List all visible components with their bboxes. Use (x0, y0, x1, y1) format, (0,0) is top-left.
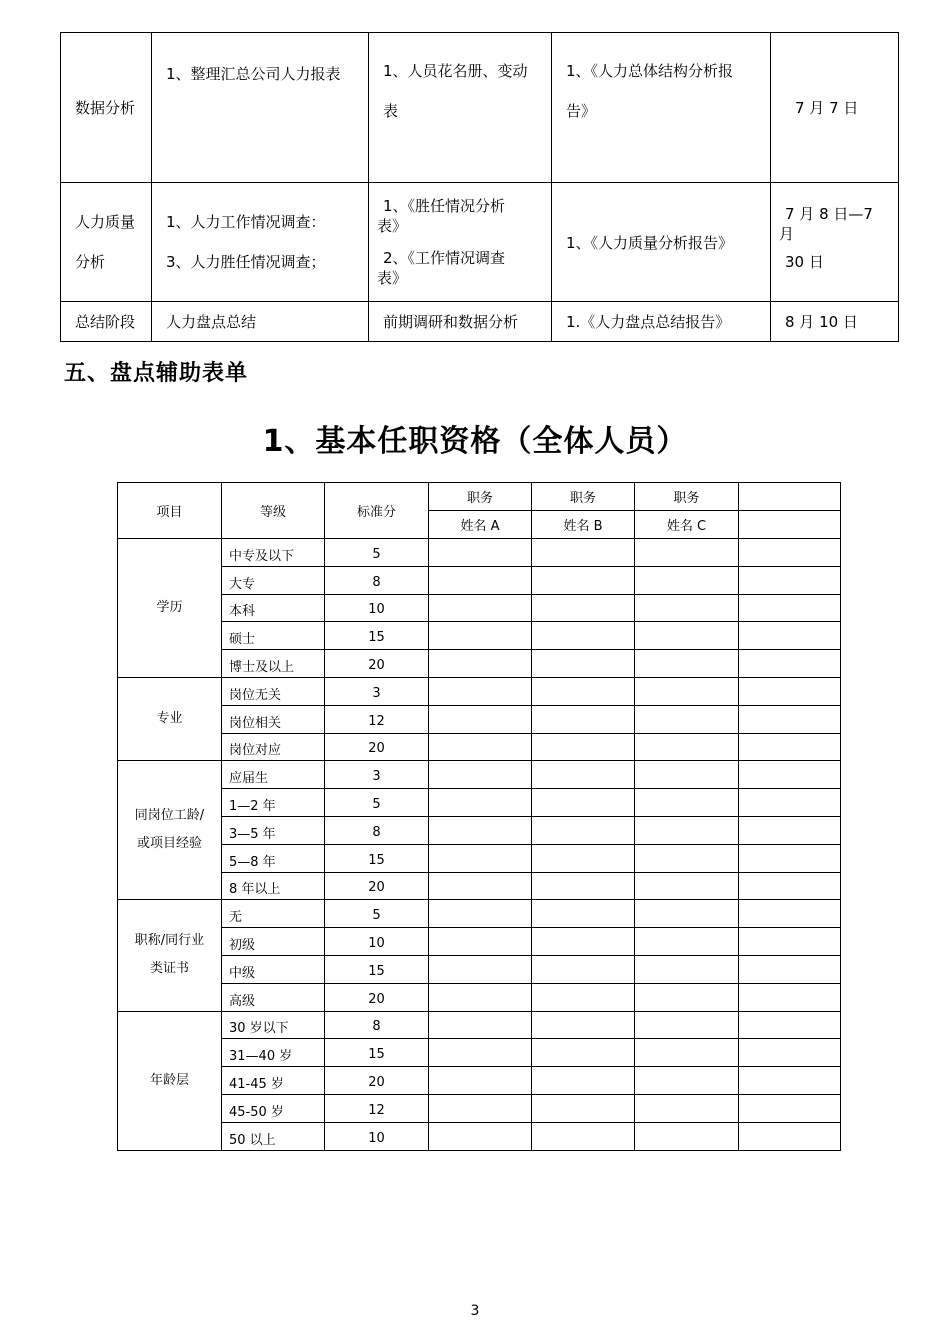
table-row (118, 705, 841, 733)
score-cell: 20 (325, 1067, 429, 1095)
entry-cell[interactable] (635, 900, 739, 928)
header-position: 职务 (635, 483, 739, 511)
category-label: 同岗位工龄/ (134, 808, 205, 824)
entry-cell[interactable] (739, 900, 841, 928)
entry-cell[interactable] (532, 677, 635, 705)
content-line: 1、人力工作情况调查： (166, 213, 326, 231)
level-cell: 31—40 岁 (222, 1039, 325, 1067)
level-cell: 1—2 年 (222, 789, 325, 817)
entry-cell[interactable] (635, 677, 739, 705)
score-cell: 20 (325, 650, 429, 678)
entry-cell[interactable] (429, 539, 532, 567)
header-level: 等级 (222, 483, 325, 539)
entry-cell[interactable] (739, 761, 841, 789)
outputs-cell (552, 183, 771, 302)
category-label: 学历 (156, 599, 183, 615)
qualification-body (118, 539, 841, 1151)
inputs-line: 1、人员花名册、变动 (383, 62, 528, 80)
header-name: 姓名 C (635, 511, 739, 539)
table-row (118, 1039, 841, 1067)
header-name (739, 511, 841, 539)
entry-cell[interactable] (429, 955, 532, 983)
table-row (118, 650, 841, 678)
entry-cell[interactable] (429, 650, 532, 678)
qualification-table (117, 482, 841, 1151)
table-row (118, 872, 841, 900)
inputs-line: 1、《胜任情况分析 (383, 197, 506, 215)
category-label: 类证书 (149, 961, 189, 977)
table-row (118, 789, 841, 817)
header-item: 项目 (118, 483, 222, 539)
entry-cell[interactable] (532, 566, 635, 594)
level-cell: 30 岁以下 (222, 1011, 325, 1039)
entry-cell[interactable] (429, 1039, 532, 1067)
schedule-table (60, 32, 899, 342)
entry-cell[interactable] (429, 1122, 532, 1150)
score-cell: 15 (325, 955, 429, 983)
category-label: 年龄层 (149, 1072, 189, 1088)
entry-cell[interactable] (739, 1011, 841, 1039)
phase-label: 数据分析 (75, 99, 136, 117)
entry-cell[interactable] (532, 650, 635, 678)
entry-cell[interactable] (739, 650, 841, 678)
header-score: 标准分 (325, 483, 429, 539)
entry-cell[interactable] (635, 789, 739, 817)
entry-cell[interactable] (429, 789, 532, 817)
entry-cell[interactable] (635, 1039, 739, 1067)
table-row (118, 761, 841, 789)
table-row (118, 594, 841, 622)
entry-cell[interactable] (739, 539, 841, 567)
entry-cell[interactable] (739, 733, 841, 761)
entry-cell[interactable] (532, 900, 635, 928)
content-line: 3、人力胜任情况调查； (166, 253, 326, 271)
score-cell: 3 (325, 677, 429, 705)
phase-line: 人力质量 (75, 213, 136, 231)
category-cell (118, 900, 222, 1011)
inputs-line: 表》 (377, 269, 408, 287)
entry-cell[interactable] (429, 594, 532, 622)
outputs-cell (552, 302, 771, 342)
entry-cell[interactable] (532, 789, 635, 817)
level-cell: 硕士 (222, 622, 325, 650)
entry-cell[interactable] (635, 705, 739, 733)
category-label: 或项目经验 (136, 836, 202, 852)
entry-cell[interactable] (635, 816, 739, 844)
score-cell: 20 (325, 733, 429, 761)
entry-cell[interactable] (532, 1122, 635, 1150)
entry-cell[interactable] (635, 650, 739, 678)
date-line: 8 月 10 日 (785, 313, 858, 331)
inputs-cell (369, 33, 552, 183)
entry-cell[interactable] (739, 677, 841, 705)
entry-cell[interactable] (739, 983, 841, 1011)
score-cell: 3 (325, 761, 429, 789)
entry-cell[interactable] (635, 594, 739, 622)
header-position (739, 483, 841, 511)
table-row (118, 844, 841, 872)
date-line: 7 月 7 日 (795, 99, 859, 117)
score-cell: 10 (325, 1122, 429, 1150)
date-cell (771, 302, 899, 342)
entry-cell[interactable] (429, 677, 532, 705)
score-cell: 12 (325, 1094, 429, 1122)
inputs-line: 表 (383, 102, 399, 120)
entry-cell[interactable] (532, 816, 635, 844)
phase-cell (61, 302, 152, 342)
level-cell: 高级 (222, 983, 325, 1011)
score-cell: 5 (325, 539, 429, 567)
phase-line: 分析 (75, 253, 106, 271)
score-cell: 20 (325, 983, 429, 1011)
header-position: 职务 (532, 483, 635, 511)
table-row (118, 1122, 841, 1150)
level-cell: 3—5 年 (222, 816, 325, 844)
category-cell (118, 539, 222, 678)
header-position: 职务 (429, 483, 532, 511)
entry-cell[interactable] (532, 1039, 635, 1067)
outputs-line: 1、《人力质量分析报告》 (566, 233, 734, 252)
entry-cell[interactable] (429, 622, 532, 650)
content-line: 1、整理汇总公司人力报表 (166, 65, 341, 83)
entry-cell[interactable] (739, 872, 841, 900)
table-row (118, 733, 841, 761)
table-row (118, 539, 841, 567)
score-cell: 15 (325, 622, 429, 650)
entry-cell[interactable] (635, 761, 739, 789)
table-row (118, 1011, 841, 1039)
entry-cell[interactable] (532, 705, 635, 733)
header-row (118, 483, 841, 511)
inputs-cell (369, 302, 552, 342)
entry-cell[interactable] (635, 1067, 739, 1095)
category-cell (118, 761, 222, 900)
entry-cell[interactable] (635, 1094, 739, 1122)
level-cell: 41-45 岁 (222, 1067, 325, 1095)
entry-cell[interactable] (532, 622, 635, 650)
content-cell (152, 33, 369, 183)
entry-cell[interactable] (532, 844, 635, 872)
entry-cell[interactable] (429, 928, 532, 956)
content-line: 人力盘点总结 (166, 313, 257, 331)
entry-cell[interactable] (739, 844, 841, 872)
entry-cell[interactable] (635, 844, 739, 872)
level-cell: 大专 (222, 566, 325, 594)
date-line: 7 月 8 日—7 (785, 205, 873, 223)
level-cell: 岗位对应 (222, 733, 325, 761)
entry-cell[interactable] (429, 761, 532, 789)
outputs-line: 1.《人力盘点总结报告》 (566, 313, 731, 331)
entry-cell[interactable] (532, 872, 635, 900)
table-row (118, 983, 841, 1011)
section-heading: 五、盘点辅助表单 (64, 361, 249, 386)
table-row (118, 816, 841, 844)
score-cell: 10 (325, 928, 429, 956)
entry-cell[interactable] (635, 539, 739, 567)
table-row (118, 955, 841, 983)
date-cell (771, 33, 899, 183)
entry-cell[interactable] (635, 928, 739, 956)
entry-cell[interactable] (532, 983, 635, 1011)
outputs-line: 1、《人力总体结构分析报 (566, 62, 734, 80)
level-cell: 本科 (222, 594, 325, 622)
date-line: 月 (779, 225, 795, 243)
date-line: 30 日 (785, 253, 824, 271)
level-cell: 中专及以下 (222, 539, 325, 567)
entry-cell[interactable] (739, 594, 841, 622)
schedule-row (61, 302, 899, 342)
entry-cell[interactable] (739, 1094, 841, 1122)
category-label: 职称/同行业 (134, 933, 205, 949)
phase-label: 总结阶段 (75, 313, 136, 331)
entry-cell[interactable] (635, 622, 739, 650)
header-name: 姓名 B (532, 511, 635, 539)
entry-cell[interactable] (739, 622, 841, 650)
date-cell (771, 183, 899, 302)
table-row (118, 928, 841, 956)
entry-cell[interactable] (532, 955, 635, 983)
entry-cell[interactable] (429, 1011, 532, 1039)
entry-cell[interactable] (739, 1067, 841, 1095)
entry-cell[interactable] (635, 1011, 739, 1039)
level-cell: 45-50 岁 (222, 1094, 325, 1122)
entry-cell[interactable] (429, 705, 532, 733)
entry-cell[interactable] (429, 872, 532, 900)
table-row (118, 622, 841, 650)
table-row (118, 1094, 841, 1122)
category-cell (118, 677, 222, 760)
score-cell: 10 (325, 594, 429, 622)
entry-cell[interactable] (532, 1011, 635, 1039)
entry-cell[interactable] (429, 844, 532, 872)
inputs-line: 表》 (377, 217, 408, 235)
level-cell: 50 以上 (222, 1122, 325, 1150)
entry-cell[interactable] (429, 1067, 532, 1095)
outputs-cell (552, 33, 771, 183)
entry-cell[interactable] (635, 1122, 739, 1150)
entry-cell[interactable] (635, 983, 739, 1011)
entry-cell[interactable] (739, 928, 841, 956)
entry-cell[interactable] (739, 1039, 841, 1067)
entry-cell[interactable] (739, 816, 841, 844)
level-cell: 岗位相关 (222, 705, 325, 733)
entry-cell[interactable] (739, 705, 841, 733)
entry-cell[interactable] (532, 928, 635, 956)
inputs-line: 2、《工作情况调查 (383, 249, 506, 267)
schedule-row (61, 183, 899, 302)
phase-cell (61, 183, 152, 302)
entry-cell[interactable] (429, 900, 532, 928)
table-row (118, 677, 841, 705)
page-number: 3 (470, 1303, 480, 1319)
level-cell: 初级 (222, 928, 325, 956)
entry-cell[interactable] (429, 983, 532, 1011)
entry-cell[interactable] (739, 1122, 841, 1150)
entry-cell[interactable] (635, 872, 739, 900)
entry-cell[interactable] (635, 955, 739, 983)
entry-cell[interactable] (739, 955, 841, 983)
level-cell: 中级 (222, 955, 325, 983)
table-row (118, 900, 841, 928)
entry-cell[interactable] (635, 733, 739, 761)
entry-cell[interactable] (429, 816, 532, 844)
score-cell: 20 (325, 872, 429, 900)
entry-cell[interactable] (532, 1067, 635, 1095)
entry-cell[interactable] (429, 733, 532, 761)
content-cell (152, 183, 369, 302)
entry-cell[interactable] (429, 1094, 532, 1122)
score-cell: 5 (325, 789, 429, 817)
inputs-cell (369, 183, 552, 302)
outputs-line: 告》 (566, 102, 597, 120)
content-cell (152, 302, 369, 342)
entry-cell[interactable] (739, 789, 841, 817)
entry-cell[interactable] (739, 566, 841, 594)
category-label: 专业 (156, 711, 183, 727)
level-cell: 岗位无关 (222, 677, 325, 705)
entry-cell[interactable] (635, 566, 739, 594)
level-cell: 应届生 (222, 761, 325, 789)
score-cell: 8 (325, 816, 429, 844)
score-cell: 8 (325, 566, 429, 594)
score-cell: 12 (325, 705, 429, 733)
entry-cell[interactable] (532, 539, 635, 567)
phase-cell (61, 33, 152, 183)
score-cell: 15 (325, 844, 429, 872)
header-name: 姓名 A (429, 511, 532, 539)
table-row (118, 1067, 841, 1095)
entry-cell[interactable] (429, 566, 532, 594)
table-row (118, 566, 841, 594)
entry-cell[interactable] (532, 594, 635, 622)
level-cell: 无 (222, 900, 325, 928)
table-title: 1、基本任职资格（全体人员） (262, 424, 688, 459)
score-cell: 8 (325, 1011, 429, 1039)
level-cell: 8 年以上 (222, 872, 325, 900)
score-cell: 5 (325, 900, 429, 928)
level-cell: 博士及以上 (222, 650, 325, 678)
schedule-row (61, 33, 899, 183)
category-cell (118, 1011, 222, 1150)
score-cell: 15 (325, 1039, 429, 1067)
entry-cell[interactable] (532, 1094, 635, 1122)
entry-cell[interactable] (532, 761, 635, 789)
inputs-line: 前期调研和数据分析 (383, 313, 519, 331)
entry-cell[interactable] (532, 733, 635, 761)
level-cell: 5—8 年 (222, 844, 325, 872)
